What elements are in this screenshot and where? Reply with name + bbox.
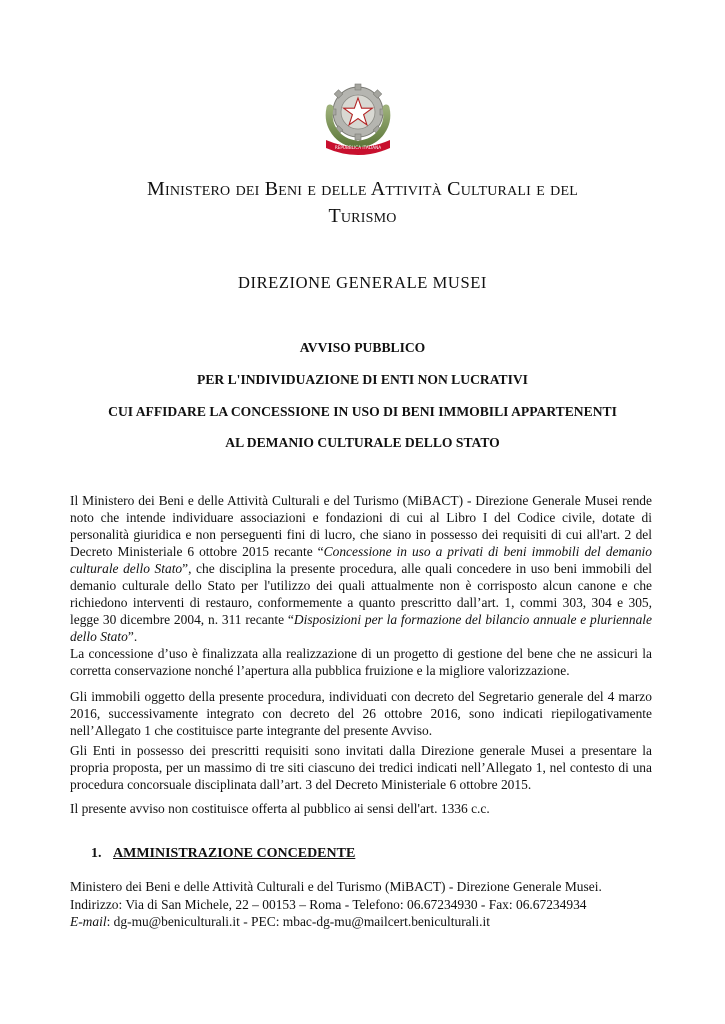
law-title-italic: Disposizioni per la formazione del bilancio annuale e pluriennale dello Stato (70, 612, 652, 644)
paragraph-purpose (70, 645, 652, 679)
section-title: AMMINISTRAZIONE CONCEDENTE (113, 846, 356, 861)
admin-name-line: Ministero dei Beni e delle Attività Culturali e del Turismo (MiBACT) - Direzione Generale Musei. (70, 879, 602, 894)
disclaimer-text: Il presente avviso non costituisce offerta al pubblico ai sensi dell'art. 1336 c.c. (70, 801, 490, 816)
ministry-name (70, 176, 655, 230)
paragraph-disclaimer (70, 800, 652, 817)
paragraph-invitation (70, 742, 652, 793)
ministry-line-2: Turismo (328, 205, 397, 227)
intro-text-3: ”. (127, 629, 138, 644)
email-label: E-mail (70, 914, 107, 929)
admin-address-line: Indirizzo: Via di San Michele, 22 – 00153 – Roma - Telefono: 06.67234930 - Fax: 06.67234934 (70, 896, 587, 912)
paragraph-intro (70, 492, 652, 645)
direzione-generale: DIREZIONE GENERALE MUSEI (237, 273, 488, 292)
section-number: 1. (91, 846, 102, 861)
intro-text-1: Il Ministero dei Beni e delle Attività Culturali e del Turismo (MiBACT) - Direzione Generale Musei rende noto che intende individuare associazioni e fondazioni di cui al Libro I del Codice civile, dotate di personalità giuridica e non perseguenti fini di lucro, che siano in possesso dei requisiti di cui all'art. 2 del Decreto Ministeriale 6 ottobre 2015 recante “ (70, 493, 652, 559)
section-heading (91, 846, 355, 862)
purpose-text: La concessione d’uso è finalizzata alla realizzazione di un progetto di gestione del bene che ne assicuri la corretta conservazione nonché l’apertura alla pubblica fruizione e la migliore valorizzazione. (70, 646, 652, 678)
contact-emails: : dg-mu@beniculturali.it - PEC: mbac-dg-mu@mailcert.beniculturali.it (106, 914, 490, 929)
buildings-text: Gli immobili oggetto della presente procedura, individuati con decreto del Segretario generale del 4 marzo 2016, successivamente integrato con decreto del 26 ottobre 2016, sono indicati riepilogativamente nell’Allegato 1 che costituisce parte integrante del presente Avviso. (70, 689, 652, 738)
admin-contact-line (70, 913, 660, 931)
intro-text-2: ”, che disciplina la presente procedura, alle quali concedere in uso beni immobili del demanio culturale dello Stato per l'utilizzo dei quali attualmente non è corrisposto alcun canone e che richiedono interventi di restauro, conformemente a quanto prescritto dall’art. 1, commi 303, 304 e 305, legge 30 dicembre 2004, n. 311 recante “ (70, 561, 652, 627)
decree-title-italic: Concessione in uso a privati di beni immobili del demanio culturale dello Stato (70, 544, 652, 576)
notice-title-line-3: CUI AFFIDARE LA CONCESSIONE IN USO DI BENI IMMOBILI APPARTENENTI (108, 404, 617, 419)
paragraph-buildings (70, 688, 652, 739)
notice-title-line-4: AL DEMANIO CULTURALE DELLO STATO (225, 435, 500, 450)
italian-republic-emblem (320, 78, 396, 156)
invitation-text: Gli Enti in possesso dei prescritti requisiti sono invitati dalla Direzione generale Musei a presentare la propria proposta, per un massimo di tre siti ciascuno dei tredici indicati nell’Allegato 1, nel contesto di una procedura concorsuale disciplinata dall’art. 3 del Decreto Ministeriale 6 ottobre 2015. (70, 743, 652, 792)
administration-details (70, 878, 660, 931)
notice-title: AVVISO PUBBLICO (299, 340, 426, 355)
notice-title-line-2: PER L'INDIVIDUAZIONE DI ENTI NON LUCRATIVI (197, 372, 528, 387)
emblem-ribbon-text: REPUBBLICA ITALIANA (334, 145, 382, 150)
ministry-line-1: Ministero dei Beni e delle Attività Culturali e del (147, 178, 578, 200)
